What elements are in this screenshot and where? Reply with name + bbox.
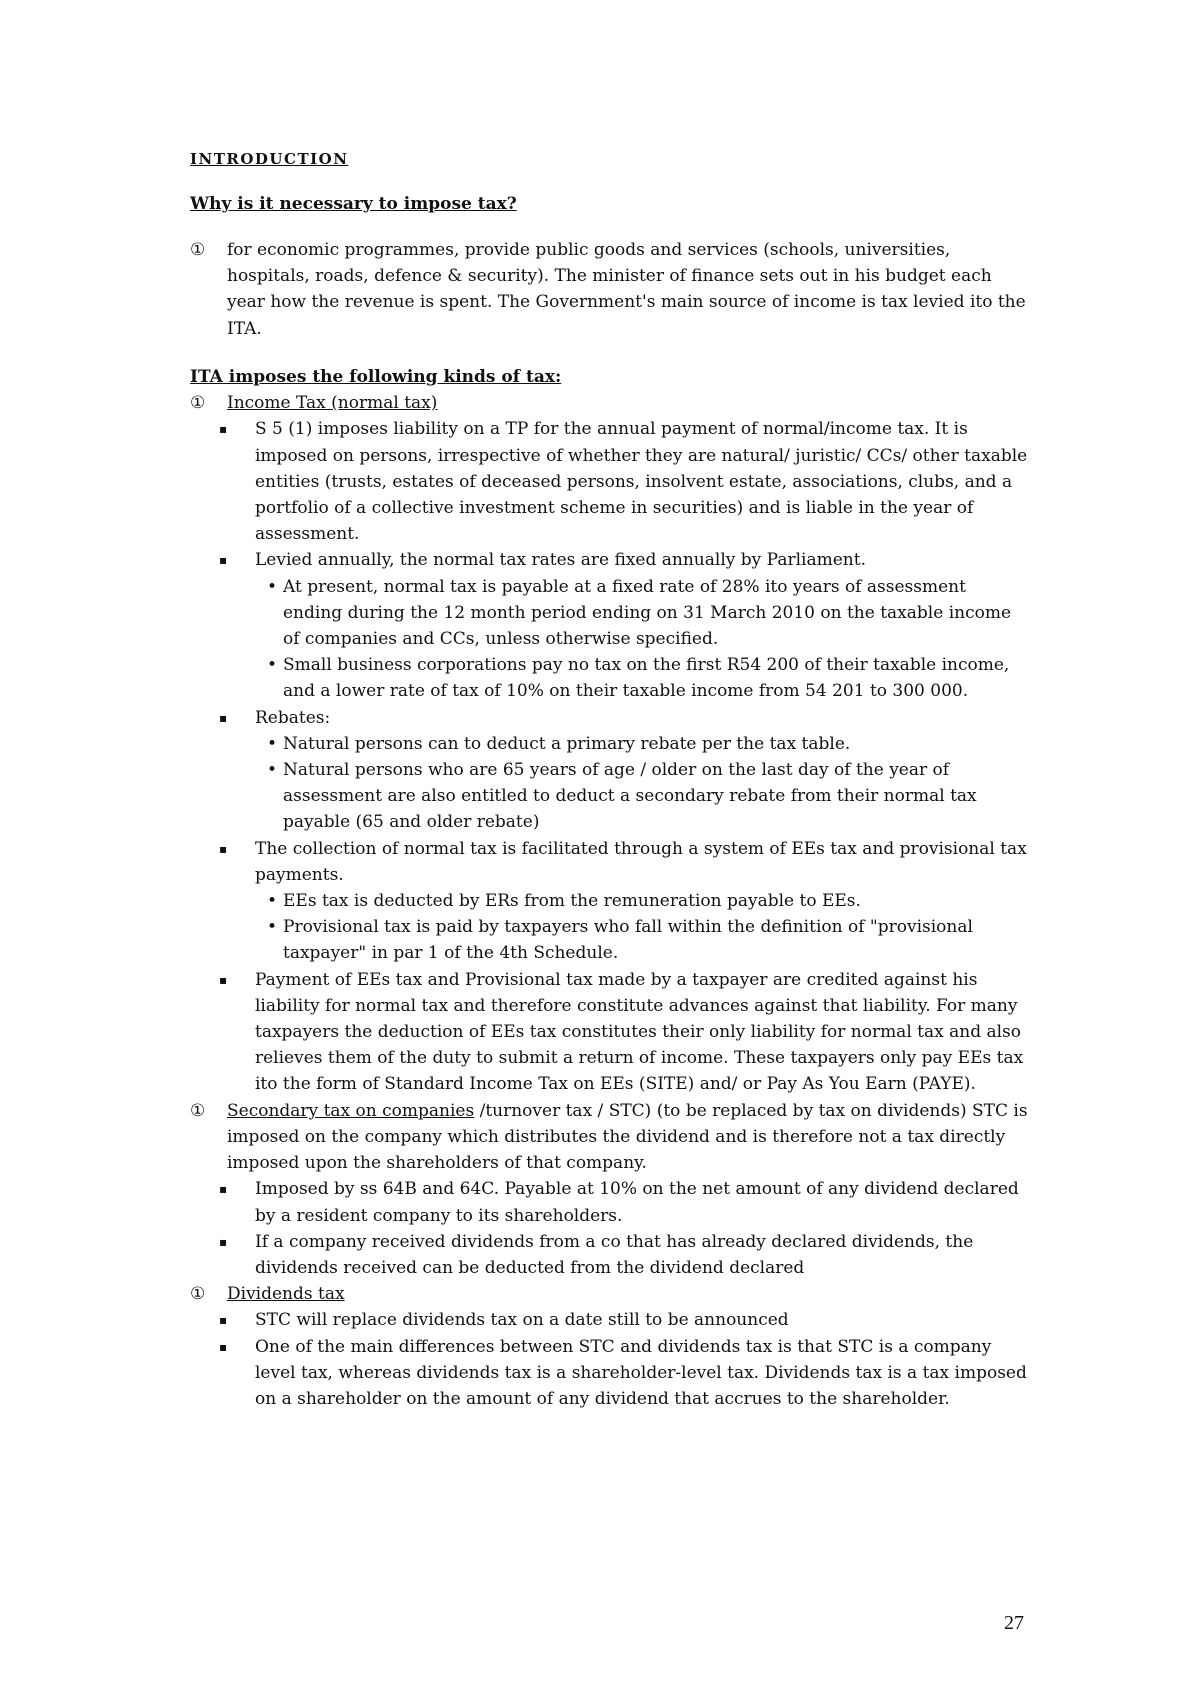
list-item [190, 967, 1030, 1098]
square-bullet-icon: ▪ [219, 1182, 228, 1197]
list-item [190, 888, 1030, 914]
list-item [190, 574, 1030, 653]
list-item [190, 547, 1030, 573]
square-bullet-icon: ▪ [219, 841, 228, 856]
circled-one-icon: ① [190, 240, 206, 260]
square-bullet-icon: ▪ [219, 1313, 228, 1328]
purpose-section [190, 237, 1030, 342]
dividends-bullet-text: One of the main differences between STC and dividends tax is that STC is a company level tax, whereas dividends tax is a shareholder-level tax. Dividends tax is a tax imposed on a shareholder on the amount of any dividend that accrues to the shareholder. [255, 1336, 1027, 1409]
list-item [190, 705, 1030, 731]
stc-bullet-text: If a company received dividends from a co that has already declared dividends, the dividends received can be deducted from the dividend declared [255, 1231, 974, 1278]
purpose-text: for economic programmes, provide public goods and services (schools, universities, hospitals, roads, defence & security). The minister of finance sets out in his budget each year how the revenue is spent. The Government's main source of income is tax levied ito the ITA. [227, 240, 1026, 339]
dot-bullet-icon: • [267, 917, 278, 938]
circled-one-icon: ① [190, 393, 206, 414]
introduction-heading: INTRODUCTION [190, 150, 349, 168]
square-bullet-icon: ▪ [219, 553, 228, 568]
income-tax-bullet-text: S 5 (1) imposes liability on a TP for the annual payment of normal/income tax. It is imposed on persons, irrespective of whether they are natural/ juristic/ CCs/ other taxable entities (trusts, estates of deceased persons, insolvent estate, associations, clubs, and a portfolio of a collective investment scheme in securities) and is liable in the year of assessment. [255, 419, 1028, 545]
circled-one-icon: ① [190, 1284, 206, 1305]
list-item [190, 652, 1030, 704]
stc-item [190, 1098, 1030, 1177]
dividends-tax-item [190, 1281, 1030, 1307]
purpose-list-item [190, 237, 1030, 342]
dot-bullet-icon: • [267, 576, 278, 597]
list-item [190, 1307, 1030, 1333]
kinds-of-tax-section [190, 364, 1030, 1412]
income-tax-subbullet-text: Provisional tax is paid by taxpayers who fall within the definition of "provisional taxpayer" in par 1 of the 4th Schedule. [283, 917, 973, 964]
list-item [190, 757, 1030, 836]
list-item [190, 731, 1030, 757]
square-bullet-icon: ▪ [219, 422, 228, 437]
square-bullet-icon: ▪ [219, 1339, 228, 1354]
list-item [190, 416, 1030, 547]
square-bullet-icon: ▪ [219, 1234, 228, 1249]
income-tax-bullet-text: Levied annually, the normal tax rates are fixed annually by Parliament. [255, 550, 866, 571]
income-tax-subbullet-text: EEs tax is deducted by ERs from the remuneration payable to EEs. [283, 891, 861, 912]
circled-one-icon: ① [190, 1100, 206, 1121]
page-number: 27 [1004, 1612, 1024, 1634]
list-item [190, 836, 1030, 888]
dividends-bullet-text: STC will replace dividends tax on a date still to be announced [255, 1310, 789, 1331]
list-item [190, 914, 1030, 966]
income-tax-item [190, 390, 1030, 416]
square-bullet-icon: ▪ [219, 710, 228, 725]
income-tax-subbullet-text: Natural persons who are 65 years of age / older on the last day of the year of assessment are also entitled to deduct a secondary rebate from their normal tax payable (65 and older rebate) [283, 760, 977, 833]
dot-bullet-icon: • [267, 655, 278, 676]
stc-description: /turnover tax / STC) (to be replaced by tax on dividends) STC is imposed on the company which distributes the dividend and is therefore not a tax directly imposed upon the shareholders of that company. [227, 1100, 1028, 1174]
dot-bullet-icon: • [267, 891, 278, 912]
list-item [190, 1229, 1030, 1281]
stc-paragraph [227, 1098, 1030, 1177]
income-tax-subbullet-text: Small business corporations pay no tax on the first R54 200 of their taxable income, and a lower rate of tax of 10% on their taxable income from 54 201 to 300 000. [283, 655, 1010, 702]
kinds-heading: ITA imposes the following kinds of tax: [190, 367, 562, 387]
stc-bullet-text: Imposed by ss 64B and 64C. Payable at 10% on the net amount of any dividend declared by a resident company to its shareholders. [255, 1179, 1019, 1226]
income-tax-subbullet-text: Natural persons can to deduct a primary rebate per the tax table. [283, 733, 851, 754]
list-item [190, 1334, 1030, 1413]
income-tax-bullet-text: The collection of normal tax is facilitated through a system of EEs tax and provisional tax payments. [255, 838, 1027, 885]
income-tax-bullet-text: Payment of EEs tax and Provisional tax made by a taxpayer are credited against his liability for normal tax and therefore constitute advances against that liability. For many taxpayers the deduction of EEs tax constitutes their only liability for normal tax and also relieves them of the duty to submit a return of income. These taxpayers only pay EEs tax ito the form of Standard Income Tax on EEs (SITE) and/ or Pay As You Earn (PAYE). [255, 969, 1024, 1095]
dividends-tax-title: Dividends tax [227, 1284, 345, 1305]
dot-bullet-icon: • [267, 733, 278, 754]
income-tax-bullet-text: Rebates: [255, 707, 331, 728]
dot-bullet-icon: • [267, 760, 278, 781]
income-tax-title: Income Tax (normal tax) [227, 393, 438, 414]
income-tax-subbullet-text: At present, normal tax is payable at a fixed rate of 28% ito years of assessment ending during the 12 month period ending on 31 March 2010 on the taxable income of companies and CCs, unless otherwise specified. [283, 576, 1012, 650]
square-bullet-icon: ▪ [219, 972, 228, 987]
why-tax-heading: Why is it necessary to impose tax? [190, 194, 517, 214]
list-item [190, 1176, 1030, 1228]
stc-title: Secondary tax on companies [227, 1100, 475, 1121]
